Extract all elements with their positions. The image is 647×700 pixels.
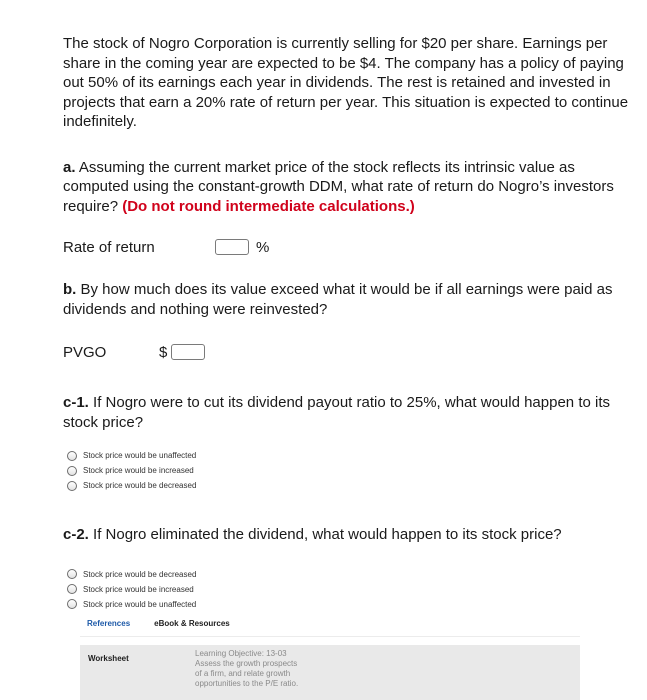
question-c1-options — [67, 448, 633, 493]
radio-button[interactable] — [67, 481, 77, 491]
rounding-warning: (Do not round intermediate calculations.) — [122, 197, 415, 215]
question-b-label: b. — [63, 281, 77, 298]
radio-button[interactable] — [67, 584, 77, 594]
learning-objective-line: opportunities to the P/E ratio. — [195, 679, 299, 688]
radio-button[interactable] — [67, 599, 77, 609]
radio-option[interactable] — [67, 448, 633, 463]
radio-button[interactable] — [67, 466, 77, 476]
learning-objective-line: Assess the growth prospects — [195, 659, 298, 668]
question-c1 — [63, 393, 633, 432]
problem-statement: The stock of Nogro Corporation is currently selling for $20 per share. Earnings per share in the coming year are expected to be $4. The company has a policy of paying out 50% of its earnings each year in dividends. The rest is retained and invested in projects that earn a 20% rate of return per year. This situation is expected to continue indefinitely. — [63, 35, 629, 130]
question-a — [63, 158, 633, 217]
question-c2-label: c-2. — [63, 526, 89, 543]
question-b-text: By how much does its value exceed what it would be if all earnings were paid as dividends and nothing were reinvested? — [63, 281, 613, 318]
radio-option[interactable] — [67, 478, 633, 493]
tab-references[interactable]: References — [87, 618, 131, 628]
question-b — [63, 280, 633, 319]
percent-unit: % — [256, 238, 270, 256]
radio-option-label: Stock price would be decreased — [83, 481, 197, 490]
pvgo-input[interactable] — [171, 344, 205, 360]
learning-objective-line: of a firm, and relate growth — [195, 669, 291, 678]
dollar-sign: $ — [159, 343, 168, 361]
question-a-label: a. — [63, 158, 76, 176]
radio-option[interactable] — [67, 463, 633, 478]
tab-ebook-resources[interactable]: eBook & Resources — [154, 618, 230, 628]
worksheet-panel — [80, 645, 580, 700]
learning-objective — [195, 649, 298, 689]
pvgo-label: PVGO — [63, 343, 107, 361]
radio-option[interactable] — [67, 567, 633, 582]
references-bar — [80, 610, 580, 637]
radio-option-label: Stock price would be increased — [83, 466, 194, 475]
question-c1-label: c-1. — [63, 394, 89, 411]
radio-button[interactable] — [67, 569, 77, 579]
question-a-text: Assuming the current market price of the stock reflects its intrinsic value as computed using the constant-growth DDM, what rate of return do Nogro’s investors require? — [63, 158, 614, 215]
radio-option-label: Stock price would be decreased — [83, 569, 197, 579]
pvgo-row — [63, 341, 633, 363]
question-c2 — [63, 525, 633, 545]
rate-of-return-label: Rate of return — [63, 238, 155, 256]
question-content — [63, 34, 633, 612]
radio-option-label: Stock price would be increased — [83, 584, 194, 594]
radio-option-label: Stock price would be unaffected — [83, 599, 197, 609]
rate-of-return-row — [63, 236, 633, 258]
radio-button[interactable] — [67, 451, 77, 461]
radio-option[interactable] — [67, 582, 633, 597]
question-c2-options — [67, 567, 633, 612]
question-c2-text: If Nogro eliminated the dividend, what would happen to its stock price? — [88, 526, 562, 543]
radio-option-label: Stock price would be unaffected — [83, 451, 197, 460]
worksheet-label[interactable]: Worksheet — [88, 654, 129, 663]
question-c1-text: If Nogro were to cut its dividend payout ratio to 25%, what would happen to its stock price? — [63, 394, 610, 431]
learning-objective-line: Learning Objective: 13-03 — [195, 649, 287, 658]
rate-of-return-input[interactable] — [215, 239, 249, 255]
